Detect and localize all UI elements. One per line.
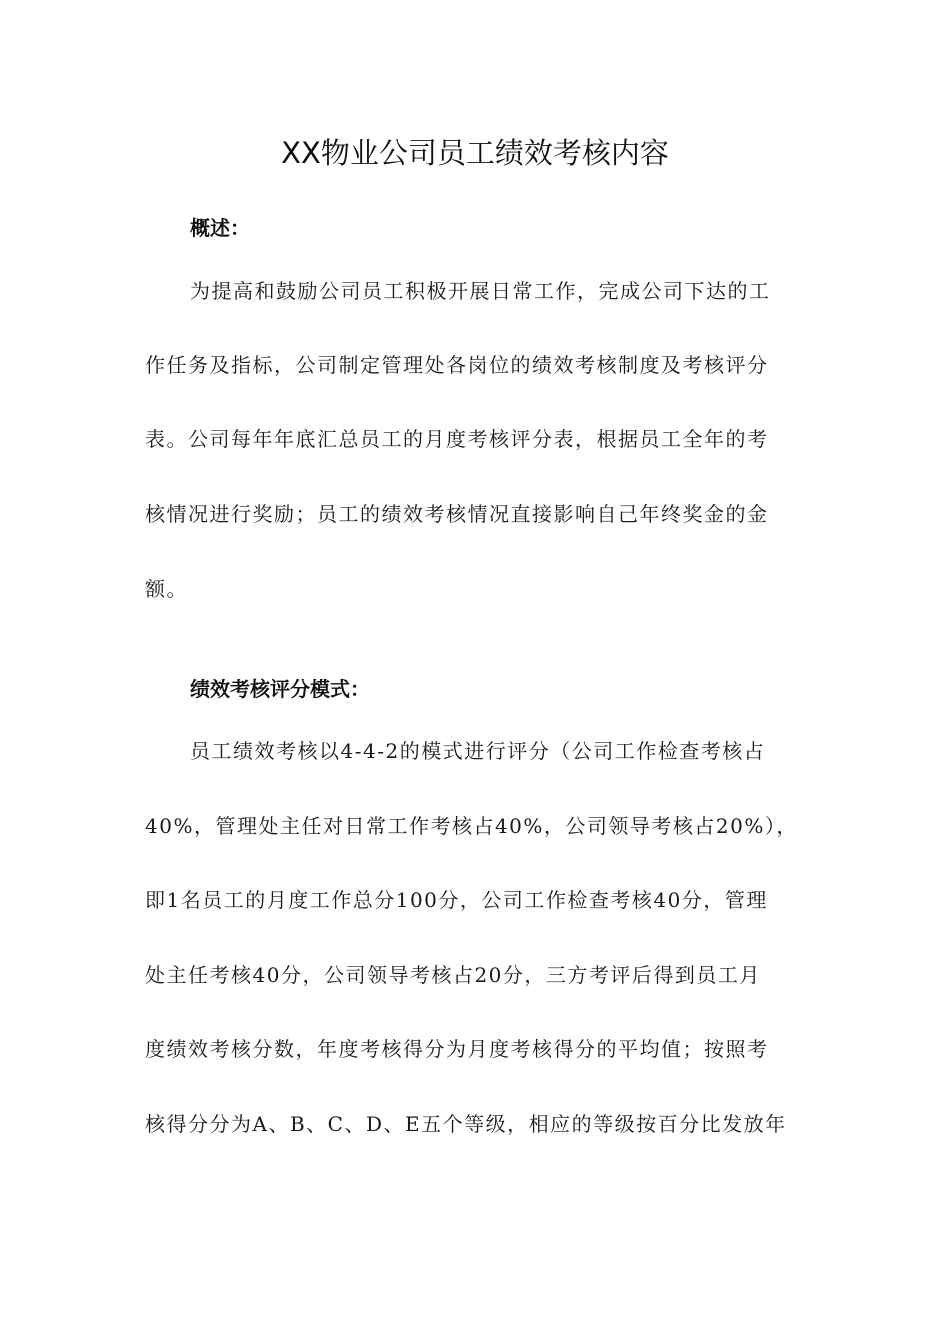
section-heading-overview: 概述： bbox=[190, 216, 250, 240]
paragraph-line: 表。公司每年年底汇总员工的月度考核评分表，根据员工全年的考 bbox=[145, 427, 769, 451]
paragraph-line: 度绩效考核分数，年度考核得分为月度考核得分的平均值；按照考 bbox=[145, 1037, 769, 1061]
paragraph-line: 核情况进行奖励；员工的绩效考核情况直接影响自己年终奖金的金 bbox=[145, 502, 769, 526]
section-heading-scoring-mode: 绩效考核评分模式： bbox=[190, 677, 370, 701]
paragraph-line: 处主任考核40分，公司领导考核占20分，三方考评后得到员工月 bbox=[145, 963, 761, 987]
document-title: XX物业公司员工绩效考核内容 bbox=[281, 136, 669, 170]
paragraph-line: 员工绩效考核以4-4-2的模式进行评分（公司工作检查考核占 bbox=[190, 739, 766, 763]
paragraph-line: 额。 bbox=[145, 577, 188, 601]
paragraph-line: 即1名员工的月度工作总分100分，公司工作检查考核40分，管理 bbox=[145, 888, 768, 912]
paragraph-line: 作任务及指标，公司制定管理处各岗位的绩效考核制度及考核评分 bbox=[145, 353, 769, 377]
paragraph-line: 为提高和鼓励公司员工积极开展日常工作，完成公司下达的工 bbox=[190, 279, 771, 303]
paragraph-line: 核得分分为A、B、C、D、E五个等级，相应的等级按百分比发放年 bbox=[145, 1112, 787, 1136]
paragraph-line: 40%，管理处主任对日常工作考核占40%，公司领导考核占20%）， bbox=[145, 814, 798, 838]
